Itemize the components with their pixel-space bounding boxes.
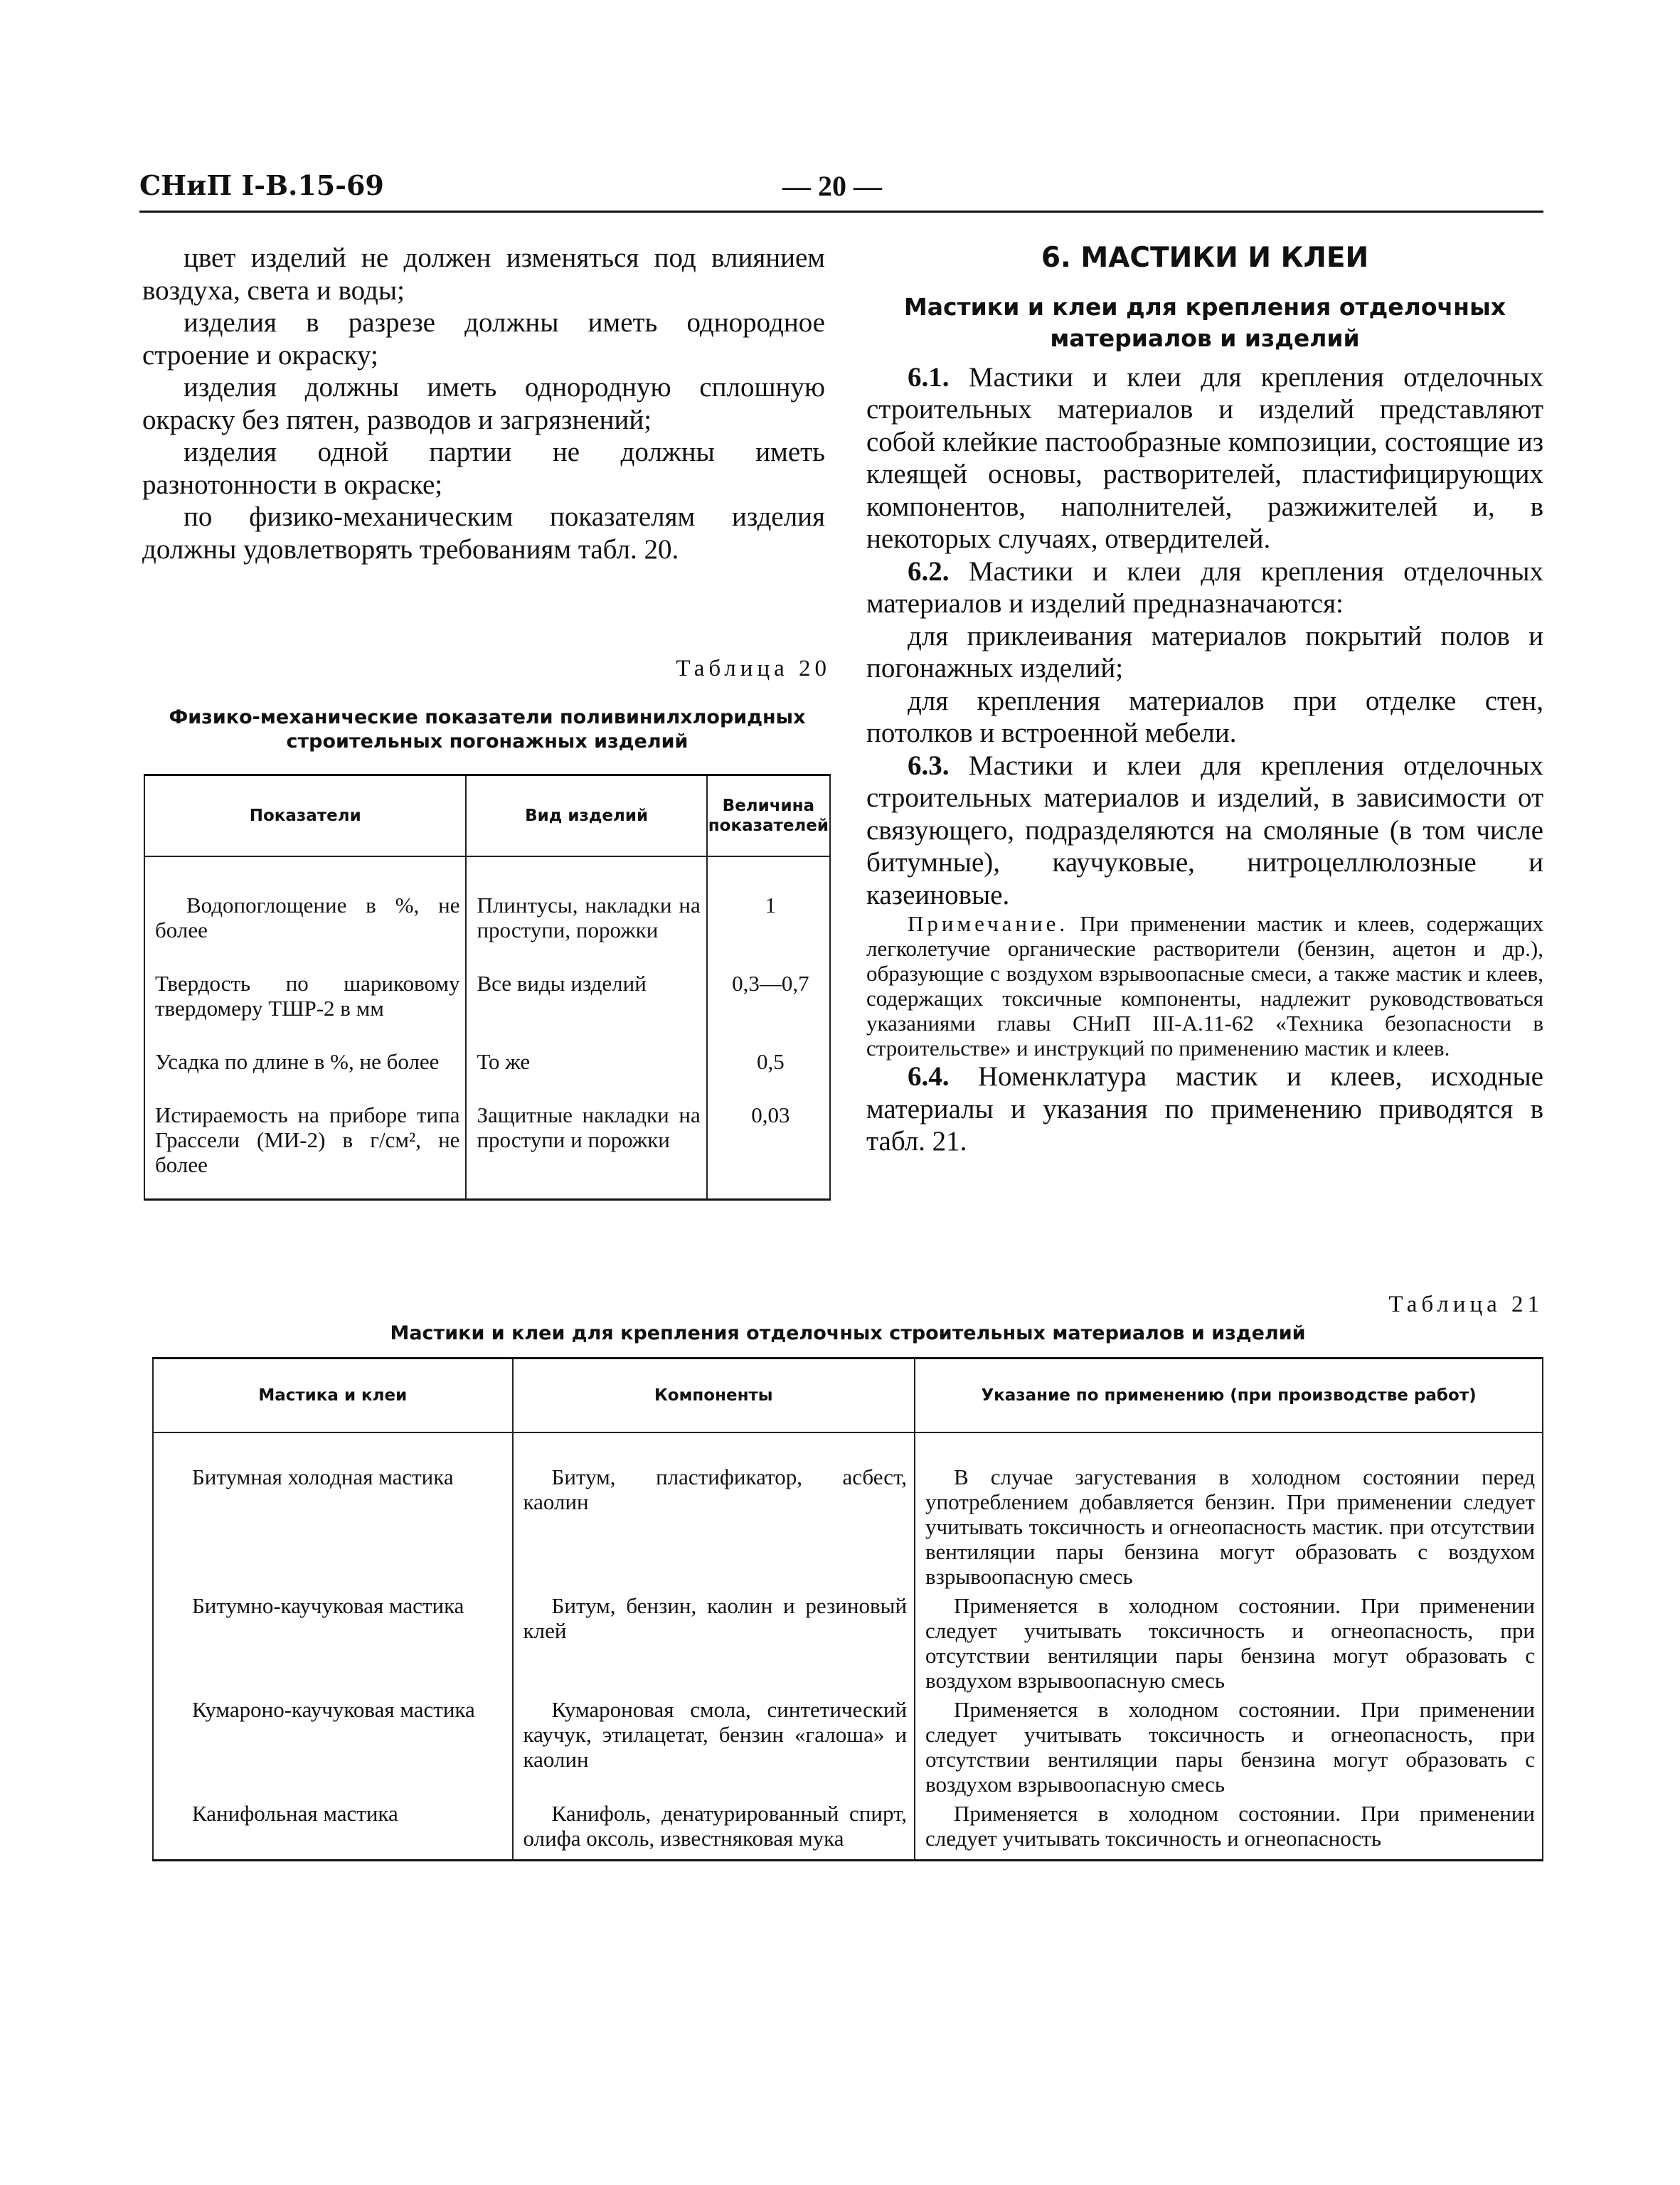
table20-cell: Усадка по длине в %, не более: [144, 1042, 466, 1095]
table20-cell: 1: [707, 856, 830, 964]
note: Примечание. При применении мастик и клеев, содержащих легколетучие органические растворители (бензин, ацетон и др.), образующие с воздухом взрывоопасные смеси, а также мастик и клеев, содержащих токсичные компоненты, надлежит руководствоваться указаниями главы СНиП III-А.11-62 «Техника безопасности в строительстве» и инструкций по применению мастик и клеев.: [866, 911, 1544, 1060]
table21-caption: Таблица 21: [1388, 1292, 1543, 1317]
table21-header: Компоненты: [513, 1359, 915, 1433]
table20-cell: Защитные накладки на проступи и порожки: [466, 1095, 706, 1200]
table21-cell: Канифольная мастика: [153, 1798, 513, 1861]
table21-cell: Битум, бензин, каолин и резиновый клей: [513, 1590, 915, 1694]
table20-cell: 0,03: [707, 1095, 830, 1200]
document-code: СНиП I-В.15-69: [139, 169, 384, 201]
paragraph-6-3: 6.3. Мастики и клеи для крепления отделочных строительных материалов и изделий, в зависимости от связующего, подразделяются на смоляные (в том числе битумные), каучуковые, нитроцеллюлозные и казеиновые.: [866, 750, 1543, 910]
table21-header: Мастика и клеи: [153, 1359, 513, 1433]
subsection-title: Мастики и клеи для крепления отделочных материалов и изделий: [903, 292, 1506, 352]
table21-cell: Кумароновая смола, синтетический каучук, этилацетат, бензин «галоша» и каолин: [513, 1694, 915, 1798]
left-paragraph: по физико-механическим показателям изделия должны удовлетворять требованиям табл. 20.: [142, 501, 825, 565]
table20-cell: Водопоглощение в %, не более: [144, 856, 466, 964]
table-row: [144, 964, 830, 1042]
left-paragraph: цвет изделий не должен изменяться под влиянием воздуха, света и воды;: [142, 243, 825, 306]
left-paragraph: изделия одной партии не должны иметь разнотонности в окраске;: [142, 437, 825, 500]
table20-cell: Истираемость на приборе типа Грассели (МИ-2) в г/см², не более: [144, 1095, 466, 1200]
left-paragraph: изделия в разрезе должны иметь однородное строение и окраску;: [142, 307, 825, 371]
table21-header: Указание по применению (при производстве работ): [915, 1359, 1543, 1433]
table-row: [153, 1590, 1543, 1694]
paragraph-6-2-a: для приклеивания материалов покрытий полов и погонажных изделий;: [866, 620, 1543, 684]
table-row: [144, 856, 830, 964]
table20-header: Величина показателей: [707, 775, 830, 857]
table20-header: Показатели: [144, 775, 466, 857]
table-row: [144, 1042, 830, 1095]
table-row: [153, 1694, 1543, 1798]
header-rule: [139, 211, 1543, 213]
table21-cell: Битумная холодная мастика: [153, 1432, 513, 1590]
table-row: [153, 1432, 1543, 1590]
table21-cell: Битумно-каучуковая мастика: [153, 1590, 513, 1694]
table21-title: Мастики и клеи для крепления отделочных строительных материалов и изделий: [390, 1322, 1306, 1344]
table-row: [144, 1095, 830, 1200]
paragraph-6-1: 6.1. Мастики и клеи для крепления отделочных строительных материалов и изделий представляют собой клейкие пастообразные композиции, состоящие из клеящей основы, растворителей, пластифицирующих компонентов, наполнителей, разжижителей и, в некоторых случаях, отвердителей.: [866, 361, 1543, 554]
table20-cell: Твердость по шариковому твердомеру ТШР-2 в мм: [144, 964, 466, 1042]
table20-header: Вид изделий: [466, 775, 706, 857]
table21-cell: Кумароно-каучуковая мастика: [153, 1694, 513, 1798]
table20-title: Физико-механические показатели поливинилхлоридных строительных погонажных изделий: [169, 706, 806, 753]
paragraph-6-2-b: для крепления материалов при отделке стен, потолков и встроенной мебели.: [866, 685, 1543, 748]
table20-cell: 0,3—0,7: [707, 964, 830, 1042]
table20-caption: Таблица 20: [676, 656, 831, 681]
table-row: [153, 1798, 1543, 1861]
table21-cell: В случае загустевания в холодном состоянии перед употреблением добавляется бензин. При применении следует учитывать токсичность и огнеопасность мастик. при отсутствии вентиляции пары бензина могут образовать с воздухом взрывоопасную смесь: [915, 1432, 1543, 1590]
table20: [144, 774, 831, 1201]
right-column: [866, 242, 1543, 1158]
table20-cell: Плинтусы, накладки на проступи, порожки: [466, 856, 706, 964]
section-title: 6. МАСТИКИ И КЛЕИ: [1041, 242, 1369, 274]
left-paragraph: изделия должны иметь однородную сплошную окраску без пятен, разводов и загрязнений;: [142, 372, 825, 435]
page-number: — 20 —: [782, 170, 882, 202]
table20-cell: 0,5: [707, 1042, 830, 1095]
table20-cell: Все виды изделий: [466, 964, 706, 1042]
left-column: [142, 242, 825, 565]
table21-cell: Битум, пластификатор, асбест, каолин: [513, 1432, 915, 1590]
table21-cell: Применяется в холодном состоянии. При применении следует учитывать токсичность и огнеопасность, при отсутствии вентиляции пары бензина могут образовать с воздухом взрывоопасную смесь: [915, 1590, 1543, 1694]
paragraph-6-4: 6.4. Номенклатура мастик и клеев, исходные материалы и указания по применению приводятся в табл. 21.: [866, 1061, 1543, 1157]
table21-cell: Применяется в холодном состоянии. При применении следует учитывать токсичность и огнеопасность, при отсутствии вентиляции пары бензина могут образовать с воздухом взрывоопасную смесь: [915, 1694, 1543, 1798]
table21: [152, 1357, 1543, 1861]
paragraph-6-2: 6.2. Мастики и клеи для крепления отделочных материалов и изделий предназначаются:: [866, 555, 1543, 619]
table21-cell: Канифоль, денатурированный спирт, олифа оксоль, известняковая мука: [513, 1798, 915, 1861]
table20-cell: То же: [466, 1042, 706, 1095]
table21-cell: Применяется в холодном состоянии. При применении следует учитывать токсичность и огнеопасность: [915, 1798, 1543, 1861]
